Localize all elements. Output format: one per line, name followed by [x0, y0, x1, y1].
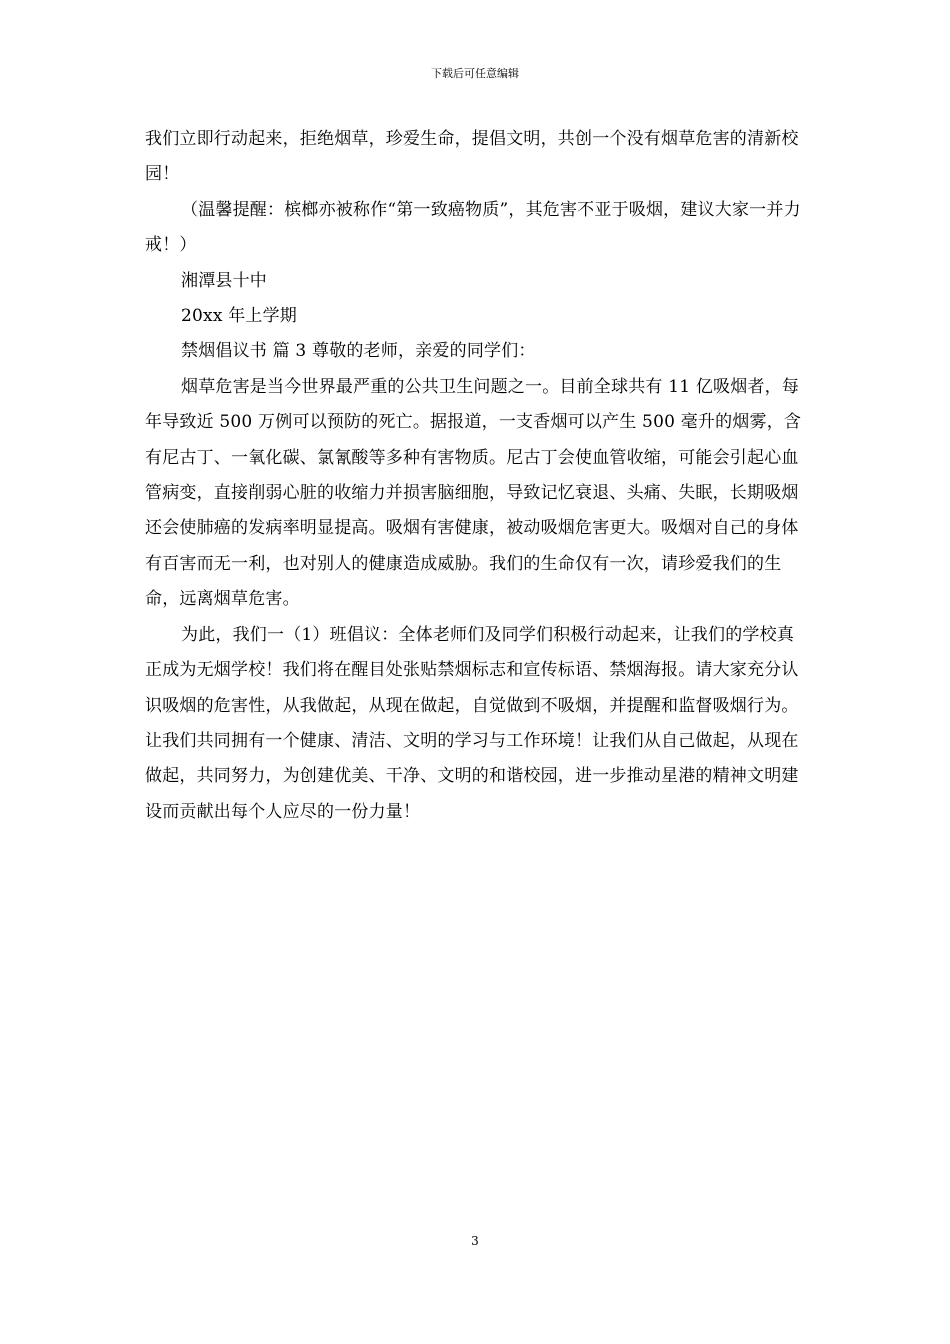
signature-date: 20xx 年上学期 [181, 306, 298, 327]
page-header: 下载后可任意编辑 [431, 67, 519, 80]
paragraph-tobacco-harm: 烟草危害是当今世界最严重的公共卫生问题之一。目前全球共有 11 亿吸烟者，每年导致近 500 万例可以预防的死亡。据报道，一支香烟可以产生 500 毫升的烟雾，含有尼古丁、一氧化碳、氯氰酸等多种有害物质。尼古丁会使血管收缩，可能会引起心血管病变，直接削弱心脏的收缩力并损害脑细胞，导致记忆衰退、头痛、失眠，长期吸烟还会使肺癌的发病率明显提高。吸烟有害健康，被动吸烟危害更大。吸烟对自己的身体有百害而无一利，也对别人的健康造成威胁。我们的生命仅有一次，请珍爱我们的生命，远离烟草危害。 [145, 376, 802, 610]
paragraph-proposal: 为此，我们一（1）班倡议：全体老师们及同学们积极行动起来，让我们的学校真正成为无烟学校！我们将在醒目处张贴禁烟标志和宣传标语、禁烟海报。请大家充分认识吸烟的危害性，从我做起，从现在做起，自觉做到不吸烟，并提醒和监督吸烟行为。让我们共同拥有一个健康、清洁、文明的学习与工作环境！让我们从自己做起，从现在做起，共同努力，为创建优美、干净、文明的和谐校园，进一步推动星港的精神文明建设而贡献出每个人应尽的一份力量！ [145, 624, 799, 822]
paragraph-reminder-note: （温馨提醒：槟榔亦被称作“第一致癌物质”，其危害不亚于吸烟，建议大家一并力戒！） [145, 199, 801, 256]
section-heading-salutation: 禁烟倡议书 篇 3 尊敬的老师，亲爱的同学们： [181, 341, 536, 362]
signature-school: 湘潭县十中 [181, 270, 267, 291]
paragraph-closing-call: 我们立即行动起来，拒绝烟草，珍爱生命，提倡文明，共创一个没有烟草危害的清新校园！ [145, 129, 799, 185]
document-body [145, 122, 807, 830]
page-number: 3 [471, 1234, 479, 1248]
